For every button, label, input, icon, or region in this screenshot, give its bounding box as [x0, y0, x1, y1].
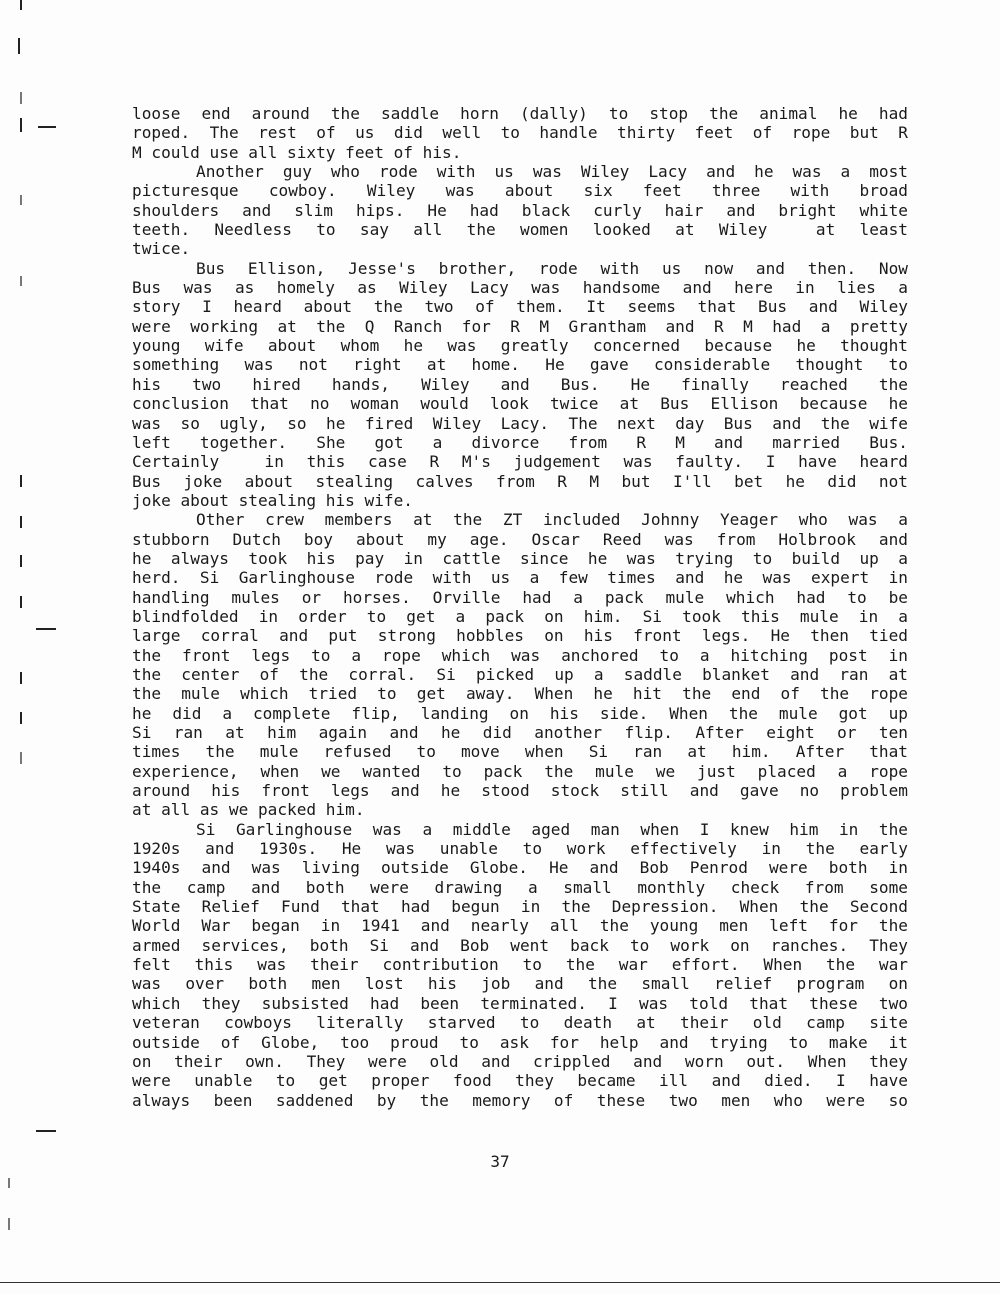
text-line: herd. Si Garlinghouse rode with us a few times and he was expert in [132, 568, 908, 588]
text-line: stubborn Dutch boy about my age. Oscar Reed was from Holbrook and [132, 529, 908, 549]
text-line: conclusion that no woman would look twice at Bus Ellison because he [132, 394, 908, 414]
text-line: Bus Ellison, Jesse's brother, rode with us now and then. Now [196, 258, 908, 278]
text-line: handling mules or horses. Orville had a pack mule which had to be [132, 587, 908, 607]
text-line: which they subsisted had been terminated. I was told that these two [132, 993, 908, 1013]
text-line: were unable to get proper food they became ill and died. I have [132, 1071, 908, 1091]
margin-dash [36, 1130, 56, 1132]
text-line: always been saddened by the memory of these two men who were so [132, 1090, 908, 1110]
text-line: picturesque cowboy. Wiley was about six feet three with broad [132, 181, 908, 201]
margin-tick [20, 0, 22, 10]
text-line: Si ran at him again and he did another flip. After eight or ten [132, 723, 908, 742]
text-line: at all as we packed him. [132, 800, 365, 820]
text-line: the center of the corral. Si picked up a saddle blanket and ran at [132, 664, 908, 684]
margin-tick [20, 516, 22, 528]
text-line: Certainly in this case R M's judgement was faulty. I have heard [132, 452, 908, 472]
text-line: State Relief Fund that had begun in the Depression. When the Second [132, 897, 908, 917]
margin-tick [20, 118, 22, 132]
text-line: his two hired hands, Wiley and Bus. He finally reached the [132, 374, 908, 394]
text-line: outside of Globe, too proud to ask for help and trying to make it [132, 1032, 908, 1052]
text-line: something was not right at home. He gave considerable thought to [132, 355, 908, 375]
margin-tick [18, 38, 20, 54]
text-line: shoulders and slim hips. He had black curly hair and bright white [132, 200, 908, 220]
text-line: felt this was their contribution to the war effort. When the war [132, 955, 908, 975]
text-line: large corral and put strong hobbles on his front legs. He then tied [132, 626, 908, 646]
text-line: joke about stealing his wife. [132, 490, 413, 510]
text-line: M could use all sixty feet of his. [132, 142, 462, 162]
text-line: 1940s and was living outside Globe. He and Bob Penrod were both in [132, 858, 908, 878]
margin-tick [20, 92, 22, 104]
text-line: Si Garlinghouse was a middle aged man when I knew him in the [196, 819, 908, 839]
margin-tick [8, 1178, 10, 1188]
text-line: World War began in 1941 and nearly all the young men left for the [132, 916, 908, 936]
margin-dash [36, 628, 56, 630]
text-line: the front legs to a rope which was anchored to a hitching post in [132, 645, 908, 665]
text-line: Another guy who rode with us was Wiley Lacy and he was a most [196, 162, 908, 182]
text-line: was over both men lost his job and the small relief program on [132, 974, 908, 994]
margin-tick [8, 1218, 10, 1230]
margin-tick [20, 672, 22, 684]
text-line: Other crew members at the ZT included Johnny Yeager who was a [196, 510, 908, 530]
text-line: the camp and both were drawing a small monthly check from some [132, 877, 908, 897]
text-line: roped. The rest of us did well to handle thirty feet of rope but R [132, 123, 908, 143]
margin-tick [20, 555, 22, 567]
margin-dash [38, 126, 56, 128]
text-line: story I heard about the two of them. It seems that Bus and Wiley [132, 297, 908, 317]
text-line: 1920s and 1930s. He was unable to work effectively in the early [132, 839, 908, 859]
text-line: he did a complete flip, landing on his side. When the mule got up [132, 703, 908, 723]
text-line: left together. She got a divorce from R M and married Bus. [132, 432, 908, 452]
text-line: loose end around the saddle horn (dally) to stop the animal he had [132, 104, 908, 123]
text-line: was so ugly, so he fired Wiley Lacy. The next day Bus and the wife [132, 413, 908, 433]
text-line: times the mule refused to move when Si ran at him. After that [132, 742, 908, 762]
text-line: armed services, both Si and Bob went back to work on ranches. They [132, 935, 908, 955]
text-line: Bus was as homely as Wiley Lacy was handsome and here in lies a [132, 278, 908, 298]
text-line: on their own. They were old and crippled and worn out. When they [132, 1051, 908, 1071]
margin-tick [20, 596, 22, 608]
body-text [132, 104, 908, 1110]
binding-margin-marks [0, 0, 70, 1295]
text-line: blindfolded in order to get a pack on him. Si took this mule in a [132, 606, 908, 626]
text-line: he always took his pay in cattle since he was trying to build up a [132, 548, 908, 568]
margin-tick [20, 712, 22, 724]
margin-tick [20, 752, 22, 764]
margin-tick [20, 276, 22, 286]
margin-tick [20, 475, 22, 487]
margin-tick [20, 195, 22, 205]
text-line: the mule which tried to get away. When he hit the end of the rope [132, 684, 908, 704]
text-line: experience, when we wanted to pack the mule we just placed a rope [132, 761, 908, 781]
text-line: teeth. Needless to say all the women looked at Wiley at least [132, 220, 908, 240]
text-line: were working at the Q Ranch for R M Grantham and R M had a pretty [132, 316, 908, 336]
text-line: young wife about whom he was greatly concerned because he thought [132, 336, 908, 356]
text-line: twice. [132, 239, 191, 259]
bottom-edge-line [0, 1282, 1000, 1283]
page-number: 37 [490, 1152, 510, 1171]
text-line: Bus joke about stealing calves from R M but I'll bet he did not [132, 471, 908, 491]
text-line: around his front legs and he stood stock still and gave no problem [132, 781, 908, 801]
text-line: veteran cowboys literally starved to death at their old camp site [132, 1013, 908, 1033]
